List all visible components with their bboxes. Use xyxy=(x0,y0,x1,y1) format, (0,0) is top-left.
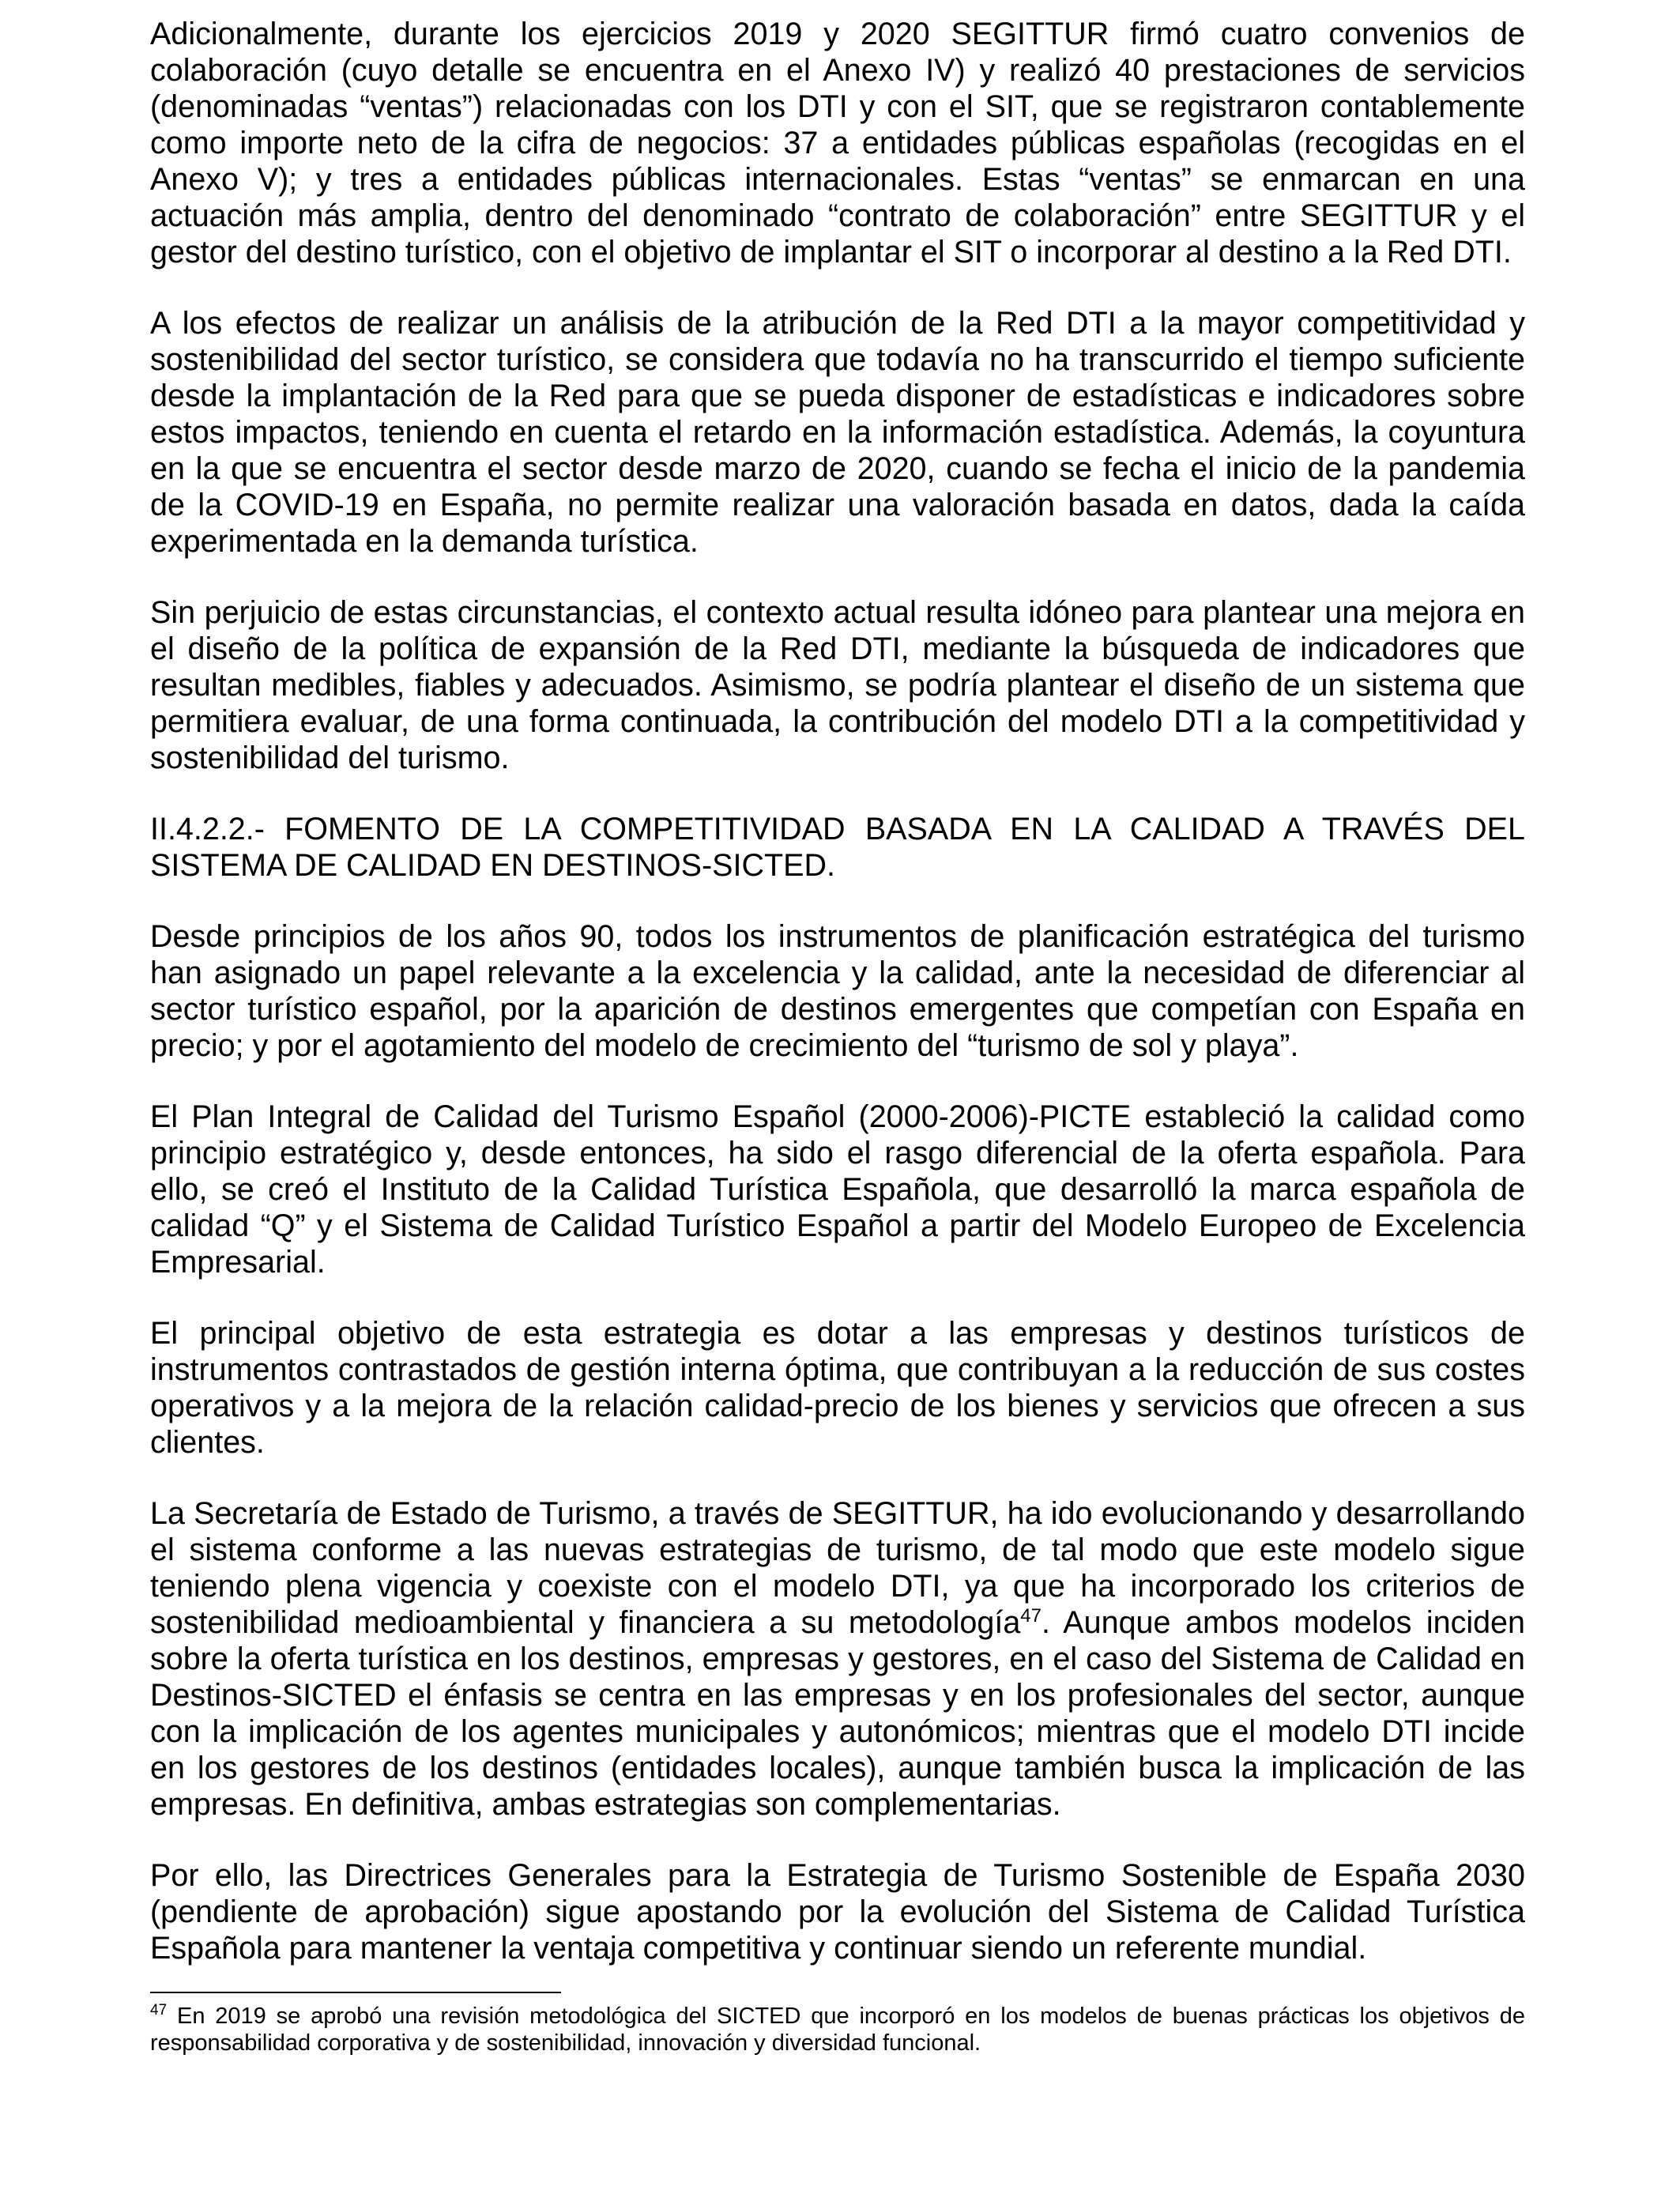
paragraph-text-before-note: La Secretaría de Estado de Turismo, a través de SEGITTUR, ha ido evolucionando y desarrollando el sistema conforme a las nuevas estrategias de turismo, de tal modo que este modelo sigue teniendo plena vigencia y coexiste con el modelo DTI, ya que ha incorporado los criterios de sostenibilidad medioambiental y financiera a su metodología xyxy=(150,1496,1525,1640)
document-body xyxy=(150,16,1525,2001)
paragraph-picte: El Plan Integral de Calidad del Turismo Español (2000-2006)-PICTE estableció la calidad como principio estratégico y, desde entonces, ha sido el rasgo diferencial de la oferta española. Para ello, se creó el Instituto de la Calidad Turística Española, que desarrolló la marca española de calidad “Q” y el Sistema de Calidad Turístico Español a partir del Modelo Europeo de Excelencia Empresarial. xyxy=(150,1099,1525,1280)
paragraph-directrices-generales: Por ello, las Directrices Generales para la Estrategia de Turismo Sostenible de España 2030 (pendiente de aprobación) sigue apostando por la evolución del Sistema de Calidad Turística Española para mantener la ventaja competitiva y continuar siendo un referente mundial. xyxy=(150,1858,1525,1966)
footnote-reference[interactable]: 47 xyxy=(1020,1605,1042,1627)
paragraph-convenios: Adicionalmente, durante los ejercicios 2019 y 2020 SEGITTUR firmó cuatro convenios de colaboración (cuyo detalle se encuentra en el Anexo IV) y realizó 40 prestaciones de servicios (denominadas “ventas”) relacionadas con los DTI y con el SIT, que se registraron contablemente como importe neto de la cifra de negocios: 37 a entidades públicas españolas (recogidas en el Anexo V); y tres a entidades públicas internacionales. Estas “ventas” se enmarcan en una actuación más amplia, dentro del denominado “contrato de colaboración” entre SEGITTUR y el gestor del destino turístico, con el objetivo de implantar el SIT o incorporar al destino a la Red DTI. xyxy=(150,17,1525,270)
section-heading: II.4.2.2.- FOMENTO DE LA COMPETITIVIDAD BASADA EN LA CALIDAD A TRAVÉS DEL SISTEMA DE CALIDAD EN DESTINOS-SICTED. xyxy=(150,812,1525,883)
paragraph-atribucion-red-dti: A los efectos de realizar un análisis de la atribución de la Red DTI a la mayor competitividad y sostenibilidad del sector turístico, se considera que todavía no ha transcurrido el tiempo suficiente desde la implantación de la Red para que se pueda disponer de estadísticas e indicadores sobre estos impactos, teniendo en cuenta el retardo en la información estadística. Además, la coyuntura en la que se encuentra el sector desde marzo de 2020, cuando se fecha el inicio de la pandemia de la COVID-19 en España, no permite realizar una valoración basada en datos, dada la caída experimentada en la demanda turística. xyxy=(150,306,1525,559)
footnote-number: 47 xyxy=(150,2002,168,2019)
footnote-separator xyxy=(150,1992,561,1993)
footnote xyxy=(150,2003,1525,2056)
paragraph-contexto-actual: Sin perjuicio de estas circunstancias, el contexto actual resulta idóneo para plantear una mejora en el diseño de la política de expansión de la Red DTI, mediante la búsqueda de indicadores que resultan medibles, fiables y adecuados. Asimismo, se podría plantear el diseño de un sistema que permitiera evaluar, de una forma continuada, la contribución del modelo DTI a la competitividad y sostenibilidad del turismo. xyxy=(150,595,1525,775)
paragraph-secretaria-estado xyxy=(150,1495,1525,1823)
paragraph-objetivo-estrategia: El principal objetivo de esta estrategia es dotar a las empresas y destinos turísticos de instrumentos contrastados de gestión interna óptima, que contribuyan a la reducción de sus costes operativos y a la mejora de la relación calidad-precio de los bienes y servicios que ofrecen a sus clientes. xyxy=(150,1316,1525,1460)
paragraph-text-after-note: . Aunque ambos modelos inciden sobre la oferta turística en los destinos, empresas y gestores, en el caso del Sistema de Calidad en Destinos-SICTED el énfasis se centra en las empresas y en los profesionales del sector, aunque con la implicación de los agentes municipales y autonómicos; mientras que el modelo DTI incide en los gestores de los destinos (entidades locales), aunque también busca la implicación de las empresas. En definitiva, ambas estrategias son complementarias. xyxy=(150,1605,1525,1822)
footnote-text: En 2019 se aprobó una revisión metodológica del SICTED que incorporó en los modelos de buenas prácticas los objetivos de responsabilidad corporativa y de sostenibilidad, innovación y diversidad funcional. xyxy=(150,2004,1525,2056)
paragraph-anos-90: Desde principios de los años 90, todos los instrumentos de planificación estratégica del turismo han asignado un papel relevante a la excelencia y la calidad, ante la necesidad de diferenciar al sector turístico español, por la aparición de destinos emergentes que competían con España en precio; y por el agotamiento del modelo de crecimiento del “turismo de sol y playa”. xyxy=(150,919,1525,1063)
